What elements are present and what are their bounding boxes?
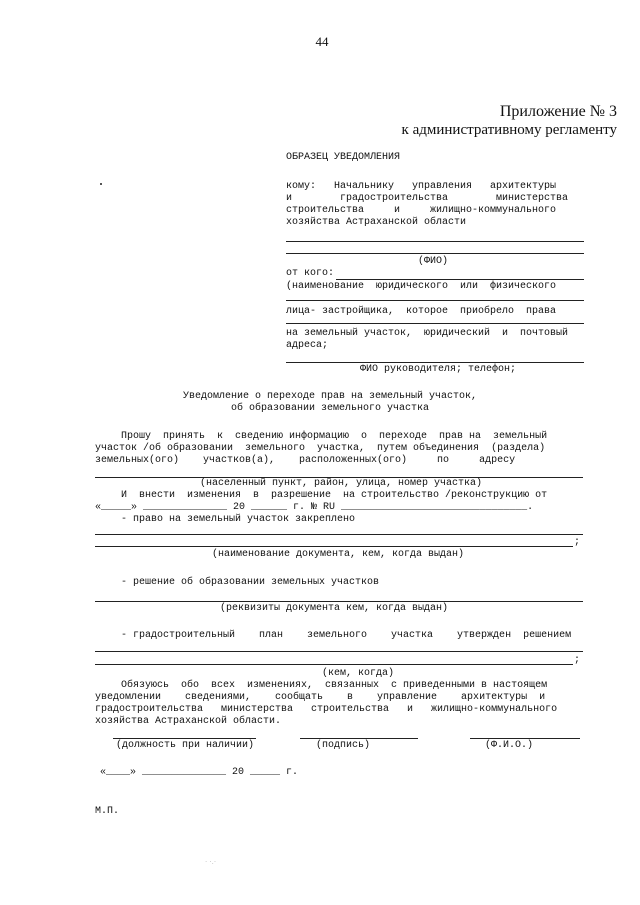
decision-blank-line <box>95 601 583 602</box>
oblige-line-2: уведомлении сведениями, сообщать в управление архитектуры и <box>95 692 546 703</box>
body-line-2: участок /об образовании земельного участка, путем объединения (раздела) <box>95 443 546 454</box>
requisites-caption: (реквизиты документа кем, когда выдан) <box>220 603 449 614</box>
sample-title: ОБРАЗЕЦ УВЕДОМЛЕНИЯ <box>286 152 401 163</box>
from-caption-1: (наименование юридического или физического <box>286 281 557 292</box>
document-caption: (наименование документа, кем, когда выдан) <box>212 549 465 560</box>
addressee-line-3: строительства и жилищно-коммунального <box>286 205 557 216</box>
notice-title-line-1: Уведомление о переходе прав на земельный участок, <box>182 391 478 402</box>
from-label: от кого: <box>286 268 335 279</box>
semicolon-1: ; <box>574 537 581 548</box>
fio-signature-blank-line <box>470 738 580 739</box>
semicolon-2: ; <box>574 655 581 666</box>
sign-caption: (подпись) <box>316 740 371 751</box>
oblige-line-4: хозяйства Астраханской области. <box>95 716 282 727</box>
oblige-line-3: градостроительства министерства строительства и жилищно-коммунального <box>95 704 558 715</box>
fio-caption: (ФИО) <box>418 256 449 267</box>
fio-sign-caption: (Ф.И.О.) <box>485 740 534 751</box>
body-line-1: Прошу принять к сведению информацию о переходе прав на земельный <box>121 431 548 442</box>
from-caption-2: лица- застройщика, которое приобрело права <box>286 306 557 317</box>
head-blank-line <box>286 362 584 363</box>
notice-title-line-2: об образовании земельного участка <box>230 403 430 414</box>
oblige-line-1: Обязуюсь обо всех изменениях, связанных с приведенными в настоящем <box>121 680 548 691</box>
decision-line: - решение об образовании земельных участков <box>121 577 380 588</box>
land-right-line: - право на земельный участок закреплено <box>121 514 356 525</box>
land-right-blank-line-1 <box>95 534 583 535</box>
signature-date-line: «____» ______________ 20 _____ г. <box>100 767 299 778</box>
from-caption-4: адреса; <box>286 340 329 351</box>
signature-blank-line <box>300 738 418 739</box>
addressee-line-2: и градостроительства министерства <box>286 193 569 204</box>
addressee-blank-line <box>286 241 584 242</box>
appendix-title: Приложение № 3 <box>499 103 617 120</box>
land-right-blank-line-2 <box>95 546 573 547</box>
from-blank-line <box>336 279 584 280</box>
position-caption: (должность при наличии) <box>116 740 255 751</box>
scan-smudge: · ·.· <box>205 858 217 866</box>
from-blank-line-3 <box>286 323 584 324</box>
appendix-subtitle: к административному регламенту <box>401 122 617 138</box>
plan-blank-line-1 <box>95 651 583 652</box>
addressee-line-4: хозяйства Астраханской области <box>286 217 467 228</box>
scan-speck <box>100 183 102 185</box>
from-caption-3: на земельный участок, юридический и почтовый <box>286 328 569 339</box>
page-number: 44 <box>315 34 329 49</box>
fio-blank-line <box>286 253 584 254</box>
position-blank-line <box>113 738 256 739</box>
from-blank-line-2 <box>286 300 584 301</box>
permit-date-line: «_____» ______________ 20 ______ г. № RU _______________________________. <box>95 502 534 513</box>
head-caption: ФИО руководителя; телефон; <box>360 364 517 375</box>
addressee-line-1: кому: Начальнику управления архитектуры <box>286 181 557 192</box>
body-line-4: И внести изменения в разрешение на строительство /реконструкцию от <box>121 490 548 501</box>
body-line-3: земельных(ого) участков(а), расположенных(ого) по адресу <box>95 455 516 466</box>
stamp-label: М.П. <box>95 806 120 817</box>
plan-blank-line-2 <box>95 664 573 665</box>
address-caption: (населенный пункт, район, улица, номер участка) <box>200 478 483 489</box>
plan-line: - градостроительный план земельного участка утвержден решением <box>121 630 572 641</box>
who-caption: (кем, когда) <box>322 668 395 679</box>
